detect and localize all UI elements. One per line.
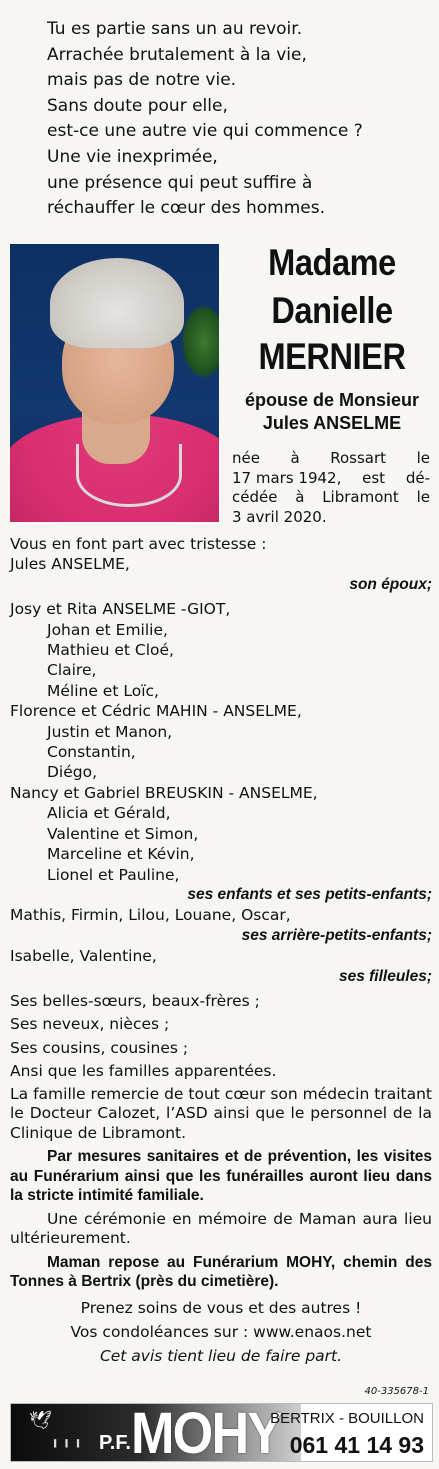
poem-line: est-ce une autre vie qui commence ? bbox=[47, 121, 363, 142]
poem-line: Sans doute pour elle, bbox=[47, 95, 228, 116]
intro-line: Vous en font part avec tristesse : bbox=[10, 535, 267, 553]
other-family: Ses neveux, nièces ; bbox=[10, 1015, 170, 1034]
born-word: Rossart bbox=[330, 449, 387, 467]
spouse-line2: Jules ANSELME bbox=[262, 413, 402, 433]
husband-role: son époux; bbox=[349, 575, 432, 593]
thanks-paragraph: La famille remercie de tout cœur son médecin traitant le Docteur Calozet, l’ASD ainsi que le personnel de la Clinique de Libramont. bbox=[10, 1084, 432, 1142]
goddaughters: Isabelle, Valentine, bbox=[10, 947, 157, 966]
grandchild: Diégo, bbox=[47, 763, 98, 782]
born-word: 3 avril 2020. bbox=[232, 507, 327, 526]
children-role: ses enfants et ses petits-enfants; bbox=[187, 885, 432, 903]
spouse-line1: épouse de Monsieur bbox=[244, 390, 420, 410]
candle-icon: ╻╻╻ bbox=[51, 1432, 86, 1448]
photo-hair bbox=[50, 258, 184, 348]
poem-line: une présence qui peut suffire à bbox=[47, 172, 313, 193]
grandchild: Mathieu et Cloé, bbox=[47, 641, 174, 660]
banner-pf: P.F. bbox=[99, 1432, 131, 1454]
family-group-2: Florence et Cédric MAHIN - ANSELME, bbox=[10, 702, 302, 721]
name-last: MERNIER bbox=[258, 336, 406, 377]
measures-paragraph: Par mesures sanitaires et de prévention, les visites au Funérarium ainsi que les funérailles auront lieu dans la stricte intimité familiale. bbox=[10, 1148, 432, 1205]
dove-icon: 🕊 bbox=[29, 1410, 52, 1431]
born-word: à bbox=[295, 488, 305, 506]
family-group-1: Josy et Rita ANSELME -GIOT, bbox=[10, 600, 231, 619]
photo-necklace bbox=[76, 444, 182, 507]
banner-brand: MOHY bbox=[131, 1401, 281, 1466]
name-first: Danielle bbox=[271, 290, 393, 331]
grandchild: Lionel et Pauline, bbox=[47, 865, 180, 884]
funeral-home-banner bbox=[10, 1401, 433, 1466]
grandchild: Constantin, bbox=[47, 743, 136, 762]
grandchild: Marceline et Kévin, bbox=[47, 845, 195, 864]
born-word: 17 mars 1942, bbox=[232, 468, 342, 487]
name-title: Madame bbox=[268, 242, 396, 283]
poem-line: Une vie inexprimée, bbox=[47, 146, 218, 167]
born-word: le bbox=[416, 488, 430, 506]
poem-line: Tu es partie sans un au revoir. bbox=[47, 19, 303, 39]
care-line: Prenez soins de vous et des autres ! bbox=[80, 1298, 362, 1317]
grandchild: Alicia et Gérald, bbox=[47, 804, 171, 823]
banner-phone: 061 41 14 93 bbox=[289, 1432, 424, 1458]
announcement-body bbox=[10, 534, 432, 1368]
goddaughters-role: ses filleules; bbox=[338, 967, 432, 985]
notice-line: Cet avis tient lieu de faire part. bbox=[99, 1346, 343, 1365]
poem-line: mais pas de notre vie. bbox=[47, 70, 237, 91]
other-family: Ses belles-sœurs, beaux-frères ; bbox=[10, 991, 260, 1010]
grandchild: Claire, bbox=[47, 661, 97, 680]
born-word: dé- bbox=[405, 468, 430, 487]
banner-towns: BERTRIX - BOUILLON bbox=[270, 1410, 424, 1427]
great-grandchildren: Mathis, Firmin, Lilou, Louane, Oscar, bbox=[10, 906, 291, 925]
great-grandchildren-role: ses arrière-petits-enfants; bbox=[241, 926, 432, 944]
grandchild: Méline et Loïc, bbox=[47, 681, 159, 700]
condolences-line: Vos condoléances sur : www.enaos.net bbox=[70, 1322, 372, 1341]
reference-number: 40-335678-1 bbox=[364, 1386, 429, 1397]
born-word: à bbox=[290, 449, 300, 467]
photo-leaves bbox=[181, 304, 219, 379]
poem bbox=[47, 17, 427, 222]
grandchild: Justin et Manon, bbox=[47, 722, 173, 741]
born-word: est bbox=[362, 468, 386, 487]
grandchild: Johan et Emilie, bbox=[47, 620, 168, 639]
born-word: cédée bbox=[232, 488, 278, 506]
portrait-photo bbox=[10, 244, 219, 522]
born-word: Libramont bbox=[322, 488, 399, 506]
birth-death-info bbox=[232, 449, 430, 527]
rests-paragraph: Maman repose au Funérarium MOHY, chemin des Tonnes à Bertrix (près du cimetière). bbox=[10, 1253, 432, 1291]
other-family: Ansi que les familles apparentées. bbox=[10, 1062, 277, 1081]
husband-name: Jules ANSELME, bbox=[10, 555, 130, 574]
ceremony-paragraph: Une cérémonie en mémoire de Maman aura lieu ultérieurement. bbox=[10, 1209, 432, 1248]
poem-line: Arrachée brutalement à la vie, bbox=[47, 44, 307, 65]
grandchild: Valentine et Simon, bbox=[47, 824, 199, 843]
family-group-3: Nancy et Gabriel BREUSKIN - ANSELME, bbox=[10, 783, 318, 802]
poem-line: réchauffer le cœur des hommes. bbox=[47, 198, 325, 219]
other-family: Ses cousins, cousines ; bbox=[10, 1038, 189, 1057]
born-word: née bbox=[232, 449, 260, 467]
born-word: le bbox=[416, 449, 430, 467]
